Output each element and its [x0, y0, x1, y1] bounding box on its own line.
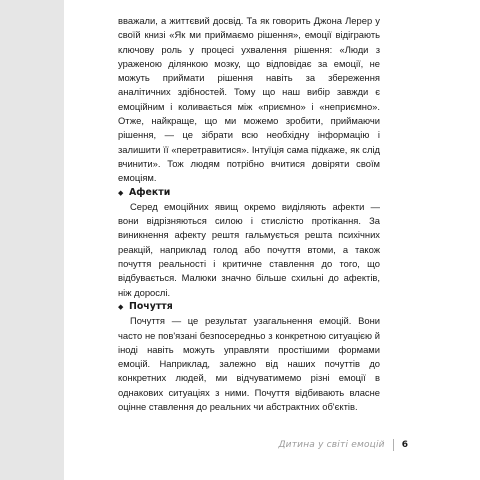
- page-number: 6: [401, 440, 408, 450]
- page-gutter: [0, 0, 64, 480]
- diamond-bullet-icon: ◆: [118, 188, 124, 197]
- page-footer: [268, 439, 408, 451]
- paragraph: вважали, а життєвий досвід. Та як говорить Джона Лерер у своїй книзі «Як ми приймаємо рішення», емоції відіграють ключову роль у процесі ухвалення рішення: «Люди з ураженою ділянкою мозку, що відповідає за емоції, не можуть приймати рішення навіть за збереження аналітичних здібностей. Тому що наш вибір завжди є емоційним і коливається між «приємно» і «неприємно». Отже, найкраще, що ми можемо зробити, приймаючи рішення, — це зібрати всю необхідну інформацію і залишити її «перетравитися». Інтуїція сама підкаже, як слід вчинити». Тож людям потрібно вчитися довіряти своїм емоціям.: [118, 15, 380, 184]
- section-heading-affects: [118, 186, 380, 200]
- paragraph: Серед емоційних явищ окремо виділяють афекти — вони відрізняються силою і стислістю протікання. За виникнення афекту рештя гальмується решта психічних реакцій, наприклад голод або почуття втоми, а також почуття реальності і критичне ставлення до того, що відбувається. Малюки значно більше схильні до афектів, ніж дорослі.: [118, 200, 380, 298]
- diamond-bullet-icon: ◆: [118, 302, 124, 311]
- running-title: Дитина у світі емоцій: [278, 440, 385, 450]
- paragraph: Почуття — це результат узагальнення емоцій. Вони часто не пов'язані безпосередньо з конкретною ситуацією й іноді навіть можуть управляти простішими формами емоцій. Наприклад, залежно від наших почуттів до конкретних людей, ми відчуватимемо різні емоції в однакових ситуаціях з ними. Почуття відбивають власне оцінне ставлення до реальних чи абстрактних об'єктів.: [118, 315, 380, 413]
- section-heading-label: Афекти: [129, 186, 171, 198]
- footer-divider: [393, 439, 394, 451]
- section-heading-label: Почуття: [129, 300, 173, 312]
- section-heading-feelings: [118, 300, 380, 314]
- page-body: [118, 14, 380, 414]
